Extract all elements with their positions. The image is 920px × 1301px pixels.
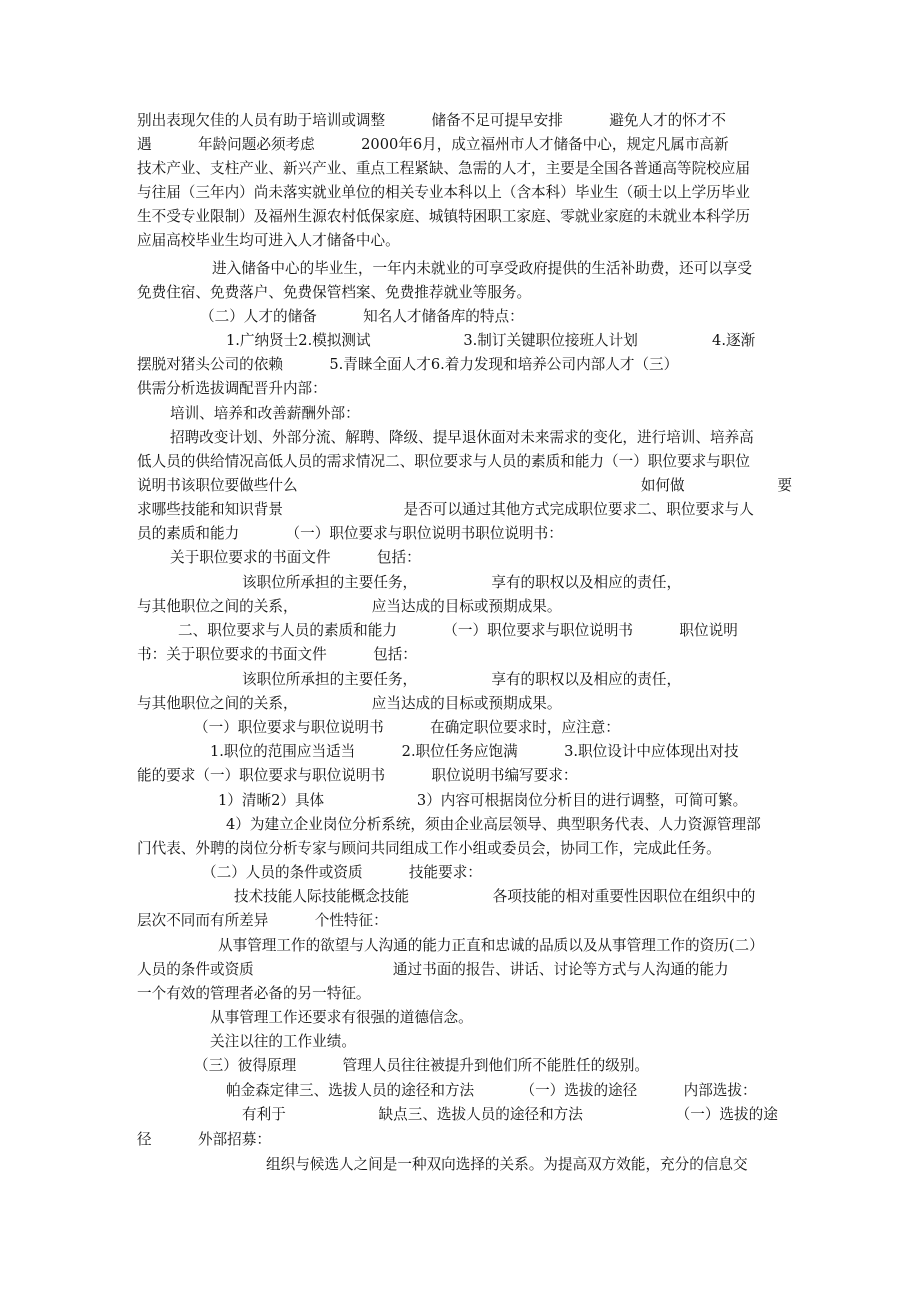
text-line: （二）人才的储备 知名人才储备库的特点： <box>200 308 524 325</box>
text-line: 技术产业、支柱产业、新兴产业、重点工程紧缺、急需的人才，主要是全国各普通高等院校应届 <box>137 160 750 177</box>
text-line: 技术技能人际技能概念技能 各项技能的相对重要性因职位在组织中的 <box>234 888 756 905</box>
text-line: （三）彼得原理 管理人员往往被提升到他们所不能胜任的级别。 <box>194 1057 650 1074</box>
text-line: 免费住宿、免费落户、免费保管档案、免费推荐就业等服务。 <box>137 284 532 301</box>
text-line: 从事管理工作的欲望与人沟通的能力正直和忠诚的品质以及从事管理工作的资历(二） <box>218 937 764 954</box>
text-line: 低人员的供给情况高低人员的需求情况二、职位要求与人员的素质和能力（一）职位要求与职位 <box>137 453 750 470</box>
text-line: 供需分析选拔调配晋升内部： <box>137 380 327 397</box>
text-line: 遇 年龄问题必须考虑 2000年6月，成立福州市人才储备中心，规定凡属市高新 <box>137 136 729 153</box>
text-line: 1）清晰2）具体 3）内容可根据岗位分析目的进行调整，可简可繁。 <box>218 792 748 809</box>
text-line: 人员的条件或资质 通过书面的报告、讲话、讨论等方式与人沟通的能力 <box>137 961 729 978</box>
text-line: 1.职位的范围应当适当 2.职位任务应饱满 3.职位设计中应体现出对技 <box>210 743 739 760</box>
text-line: 进入储备中心的毕业生，一年内未就业的可享受政府提供的生活补助费，还可以享受 <box>212 260 752 277</box>
text-line: 摆脱对猪头公司的依赖 5.青睐全面人才6.着力发现和培养公司内部人才（三） <box>137 356 679 373</box>
text-line: 关注以往的工作业绩。 <box>210 1033 356 1050</box>
text-line: 生不受专业限制）及福州生源农村低保家庭、城镇特困职工家庭、零就业家庭的未就业本科学历 <box>137 208 750 225</box>
text-line: 关于职位要求的书面文件 包括： <box>170 549 421 566</box>
text-line: 从事管理工作还要求有很强的道德信念。 <box>210 1009 473 1026</box>
text-line: 与其他职位之间的关系， 应当达成的目标或预期成果。 <box>137 695 562 712</box>
text-line: 帕金森定律三、选拔人员的途径和方法 （一）选拔的途径 内部选拔： <box>226 1082 757 1099</box>
text-line: 与往届（三年内）尚未落实就业单位的相关专业本科以上（含本科）毕业生（硕士以上学历毕业 <box>137 184 750 201</box>
text-line: 径 外部招募： <box>137 1131 271 1148</box>
text-line: 该职位所承担的主要任务， 享有的职权以及相应的责任， <box>242 574 682 591</box>
text-line: 书：关于职位要求的书面文件 包括： <box>137 646 417 663</box>
text-line: 4）为建立企业岗位分析系统，须由企业高层领导、典型职务代表、人力资源管理部 <box>226 816 761 833</box>
text-line: 门代表、外聘的岗位分析专家与顾问共同组成工作小组或委员会，协同工作，完成此任务。 <box>137 840 721 857</box>
text-line: 与其他职位之间的关系， 应当达成的目标或预期成果。 <box>137 598 562 615</box>
text-line: 招聘改变计划、外部分流、解聘、降级、提早退休面对未来需求的变化，进行培训、培养高 <box>170 429 754 446</box>
text-line: 能的要求（一）职位要求与职位说明书 职位说明书编写要求： <box>137 767 578 784</box>
text-line: 有利于 缺点三、选拔人员的途径和方法 （一）选拔的途 <box>242 1106 778 1123</box>
text-line: 一个有效的管理者必备的另一特征。 <box>137 985 371 1002</box>
text-line: 别出表现欠佳的人员有助于培训或调整 储备不足可提早安排 避免人才的怀才不 <box>137 112 726 129</box>
text-line: 组织与候选人之间是一种双向选择的关系。为提高双方效能，充分的信息交 <box>266 1156 748 1173</box>
text-line: 层次不同而有所差异 个性特征： <box>137 912 388 929</box>
text-line: 求哪些技能和知识背景 是否可以通过其他方式完成职位要求二、职位要求与人 <box>137 501 754 518</box>
text-line: 该职位所承担的主要任务， 享有的职权以及相应的责任， <box>242 671 682 688</box>
text-line: 二、职位要求与人员的素质和能力 （一）职位要求与职位说明书 职位说明 <box>178 622 738 639</box>
text-line: 培训、培养和改善薪酬外部： <box>170 405 360 422</box>
text-line: 应届高校毕业生均可进入人才储备中心。 <box>137 232 400 249</box>
text-line: （二）人员的条件或资质 技能要求： <box>202 864 482 881</box>
text-line: （一）职位要求与职位说明书 在确定职位要求时，应注意： <box>194 719 620 736</box>
text-line: 1.广纳贤士2.模拟测试 3.制订关键职位接班人计划 4.逐渐 <box>226 332 756 349</box>
text-line: 员的素质和能力 （一）职位要求与职位说明书职位说明书： <box>137 525 563 542</box>
text-line: 说明书该职位要做些什么 如何做 要 <box>137 477 792 494</box>
